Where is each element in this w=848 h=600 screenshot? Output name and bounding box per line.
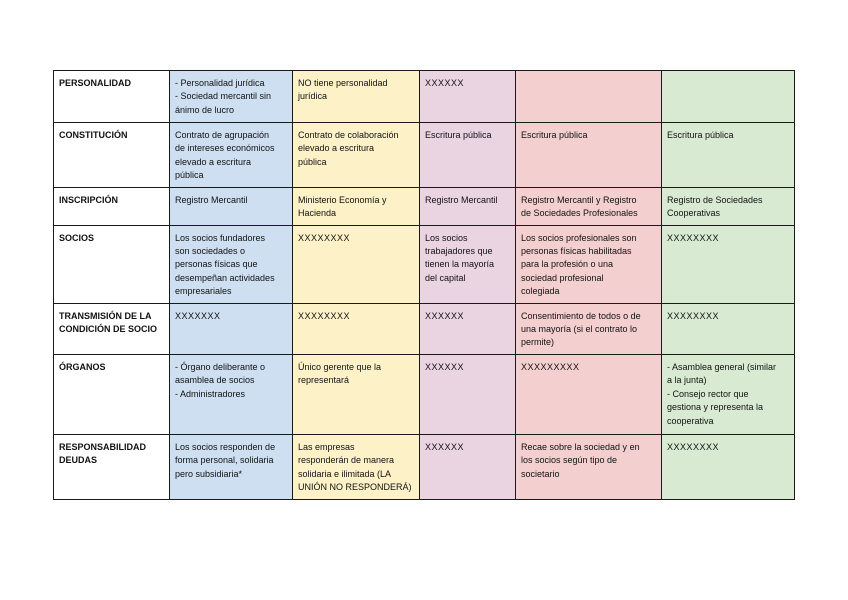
cell-text-line: elevado a escritura	[298, 143, 375, 154]
cell-text-line: asamblea de socios	[175, 375, 255, 386]
cell-text-line: sociedad profesional	[521, 272, 604, 283]
table-row-socios	[54, 225, 795, 303]
row-label-line: RESPONSABILIDAD	[59, 441, 147, 452]
table-cell	[662, 123, 795, 188]
cell-text-line: solidaria e ilimitada (LA	[298, 468, 392, 479]
table-cell	[170, 225, 293, 303]
table-cell	[516, 354, 662, 434]
cell-text-line: Los socios	[425, 232, 468, 243]
table-cell	[662, 71, 795, 123]
table-cell	[662, 187, 795, 225]
table-cell	[420, 225, 516, 303]
placeholder-mark: XXXXXX	[425, 441, 465, 452]
cell-text-line: Contrato de colaboración	[298, 130, 399, 140]
row-label	[54, 354, 170, 434]
cell-text-line: - Administradores	[175, 388, 246, 399]
table-cell	[662, 303, 795, 354]
cell-text-line: - Órgano deliberante o	[175, 361, 266, 372]
table-cell	[420, 71, 516, 123]
table-cell	[170, 303, 293, 354]
cell-text-line: Escritura pública	[521, 130, 588, 140]
placeholder-mark: XXXXXXX	[175, 310, 221, 321]
table-cell	[293, 434, 420, 499]
cell-text-line: de intereses económicos	[175, 143, 275, 154]
cell-text-line: Hacienda	[298, 208, 337, 219]
table-cell	[293, 354, 420, 434]
cell-text-line: Consentimiento de todos o de	[521, 310, 641, 321]
cell-text-line: una mayoría (si el contrato lo	[521, 324, 638, 335]
table-cell	[516, 123, 662, 188]
placeholder-mark: XXXXXX	[425, 310, 465, 321]
placeholder-mark: XXXXXXXX	[667, 310, 720, 321]
table-cell	[293, 303, 420, 354]
cell-text-line: a la junta)	[667, 375, 707, 386]
table-cell	[662, 434, 795, 499]
cell-text-line: Recae sobre la sociedad y en	[521, 441, 640, 452]
cell-text-line: - Consejo rector que	[667, 388, 749, 399]
table-body	[54, 71, 795, 500]
cell-text-line: elevado a escritura	[175, 156, 252, 167]
row-label	[54, 303, 170, 354]
table-cell	[662, 354, 795, 434]
table-row-personalidad	[54, 71, 795, 123]
cell-text-line: gestiona y representa la	[667, 402, 764, 413]
table-cell	[293, 225, 420, 303]
cell-text-line: colegiada	[521, 286, 560, 297]
table-row-transmision	[54, 303, 795, 354]
cell-text-line: trabajadores que	[425, 246, 493, 257]
cell-text-line: permite)	[521, 337, 555, 348]
cell-text-line: del capital	[425, 272, 466, 283]
row-label	[54, 187, 170, 225]
cell-text-line: ánimo de lucro	[175, 104, 235, 115]
cell-text-line: Ministerio Economía y	[298, 194, 387, 205]
table-cell	[662, 225, 795, 303]
placeholder-mark: XXXXXXXXX	[521, 361, 580, 372]
cell-text-line: forma personal, solidaria	[175, 455, 274, 466]
cell-text-line: NO tiene personalidad	[298, 78, 388, 88]
cell-text-line: pública	[175, 170, 204, 181]
cell-text-line: Escritura pública	[667, 130, 734, 140]
comparison-table	[53, 70, 795, 500]
cell-text-line: Los socios fundadores	[175, 232, 266, 243]
cell-text-line: desempeñan actividades	[175, 272, 275, 283]
table-row-organos	[54, 354, 795, 434]
table-cell	[170, 434, 293, 499]
cell-text-line: - Personalidad jurídica	[175, 78, 265, 88]
cell-text-line: Cooperativas	[667, 208, 721, 219]
placeholder-mark: XXXXXXXX	[298, 232, 351, 243]
table-cell	[170, 71, 293, 123]
cell-text-line: pero subsidiaria*	[175, 468, 243, 479]
table-cell	[420, 303, 516, 354]
cell-text-line: Contrato de agrupación	[175, 130, 270, 140]
table-cell	[293, 187, 420, 225]
table-cell	[516, 187, 662, 225]
cell-text-line: Registro Mercantil	[175, 194, 248, 205]
table-cell	[420, 187, 516, 225]
cell-text-line: Las empresas	[298, 441, 355, 452]
cell-text-line: son sociedades o	[175, 246, 246, 257]
cell-text-line: Único gerente que la	[298, 361, 382, 372]
cell-text-line: cooperativa	[667, 415, 714, 426]
row-label-line: INSCRIPCIÓN	[59, 194, 119, 205]
cell-text-line: personas físicas que	[175, 259, 258, 270]
cell-text-line: personas físicas habilitadas	[521, 246, 632, 257]
cell-text-line: de Sociedades Profesionales	[521, 208, 638, 219]
cell-text-line: UNIÓN NO RESPONDERÁ)	[298, 482, 412, 493]
table-cell	[420, 123, 516, 188]
cell-text-line: Los socios responden de	[175, 441, 276, 452]
row-label-line: DEUDAS	[59, 455, 98, 466]
cell-text-line: - Asamblea general (similar	[667, 361, 777, 372]
placeholder-mark: XXXXXXXX	[298, 310, 351, 321]
row-label	[54, 71, 170, 123]
row-label-line: TRANSMISIÓN DE LA	[59, 310, 152, 321]
row-label-line: CONDICIÓN DE SOCIO	[59, 324, 158, 335]
cell-text-line: jurídica	[298, 91, 328, 102]
table-row-responsabilidad	[54, 434, 795, 499]
placeholder-mark: XXXXXX	[425, 78, 465, 88]
cell-text-line: Registro Mercantil y Registro	[521, 194, 637, 205]
table-cell	[420, 354, 516, 434]
cell-text-line: empresariales	[175, 286, 232, 297]
cell-text-line: representará	[298, 375, 350, 386]
table-cell	[516, 71, 662, 123]
placeholder-mark: XXXXXXXX	[667, 232, 720, 243]
table-cell	[516, 434, 662, 499]
row-label-line: ÓRGANOS	[59, 361, 106, 372]
cell-text-line: Registro Mercantil	[425, 194, 498, 205]
table-row-inscripcion	[54, 187, 795, 225]
table-row-constitucion	[54, 123, 795, 188]
cell-text-line: pública	[298, 156, 327, 167]
table-cell	[170, 354, 293, 434]
cell-text-line: Escritura pública	[425, 130, 492, 140]
cell-text-line: para la profesión o una	[521, 259, 614, 270]
table-cell	[420, 434, 516, 499]
table-cell	[170, 187, 293, 225]
placeholder-mark: XXXXXX	[425, 361, 465, 372]
row-label	[54, 123, 170, 188]
row-label-line: CONSTITUCIÓN	[59, 130, 128, 140]
cell-text-line: societario	[521, 468, 560, 479]
table-cell	[293, 71, 420, 123]
cell-text-line: Registro de Sociedades	[667, 194, 763, 205]
cell-text-line: - Sociedad mercantil sin	[175, 91, 272, 102]
table-cell	[516, 303, 662, 354]
cell-text-line: responderán de manera	[298, 455, 395, 466]
row-label-line: SOCIOS	[59, 232, 95, 243]
table-cell	[516, 225, 662, 303]
cell-text-line: Los socios profesionales son	[521, 232, 637, 243]
cell-text-line: tienen la mayoría	[425, 259, 495, 270]
cell-text-line: los socios según tipo de	[521, 455, 618, 466]
row-label-line: PERSONALIDAD	[59, 78, 132, 88]
placeholder-mark: XXXXXXXX	[667, 441, 720, 452]
table-cell	[293, 123, 420, 188]
row-label	[54, 225, 170, 303]
row-label	[54, 434, 170, 499]
table-cell	[170, 123, 293, 188]
